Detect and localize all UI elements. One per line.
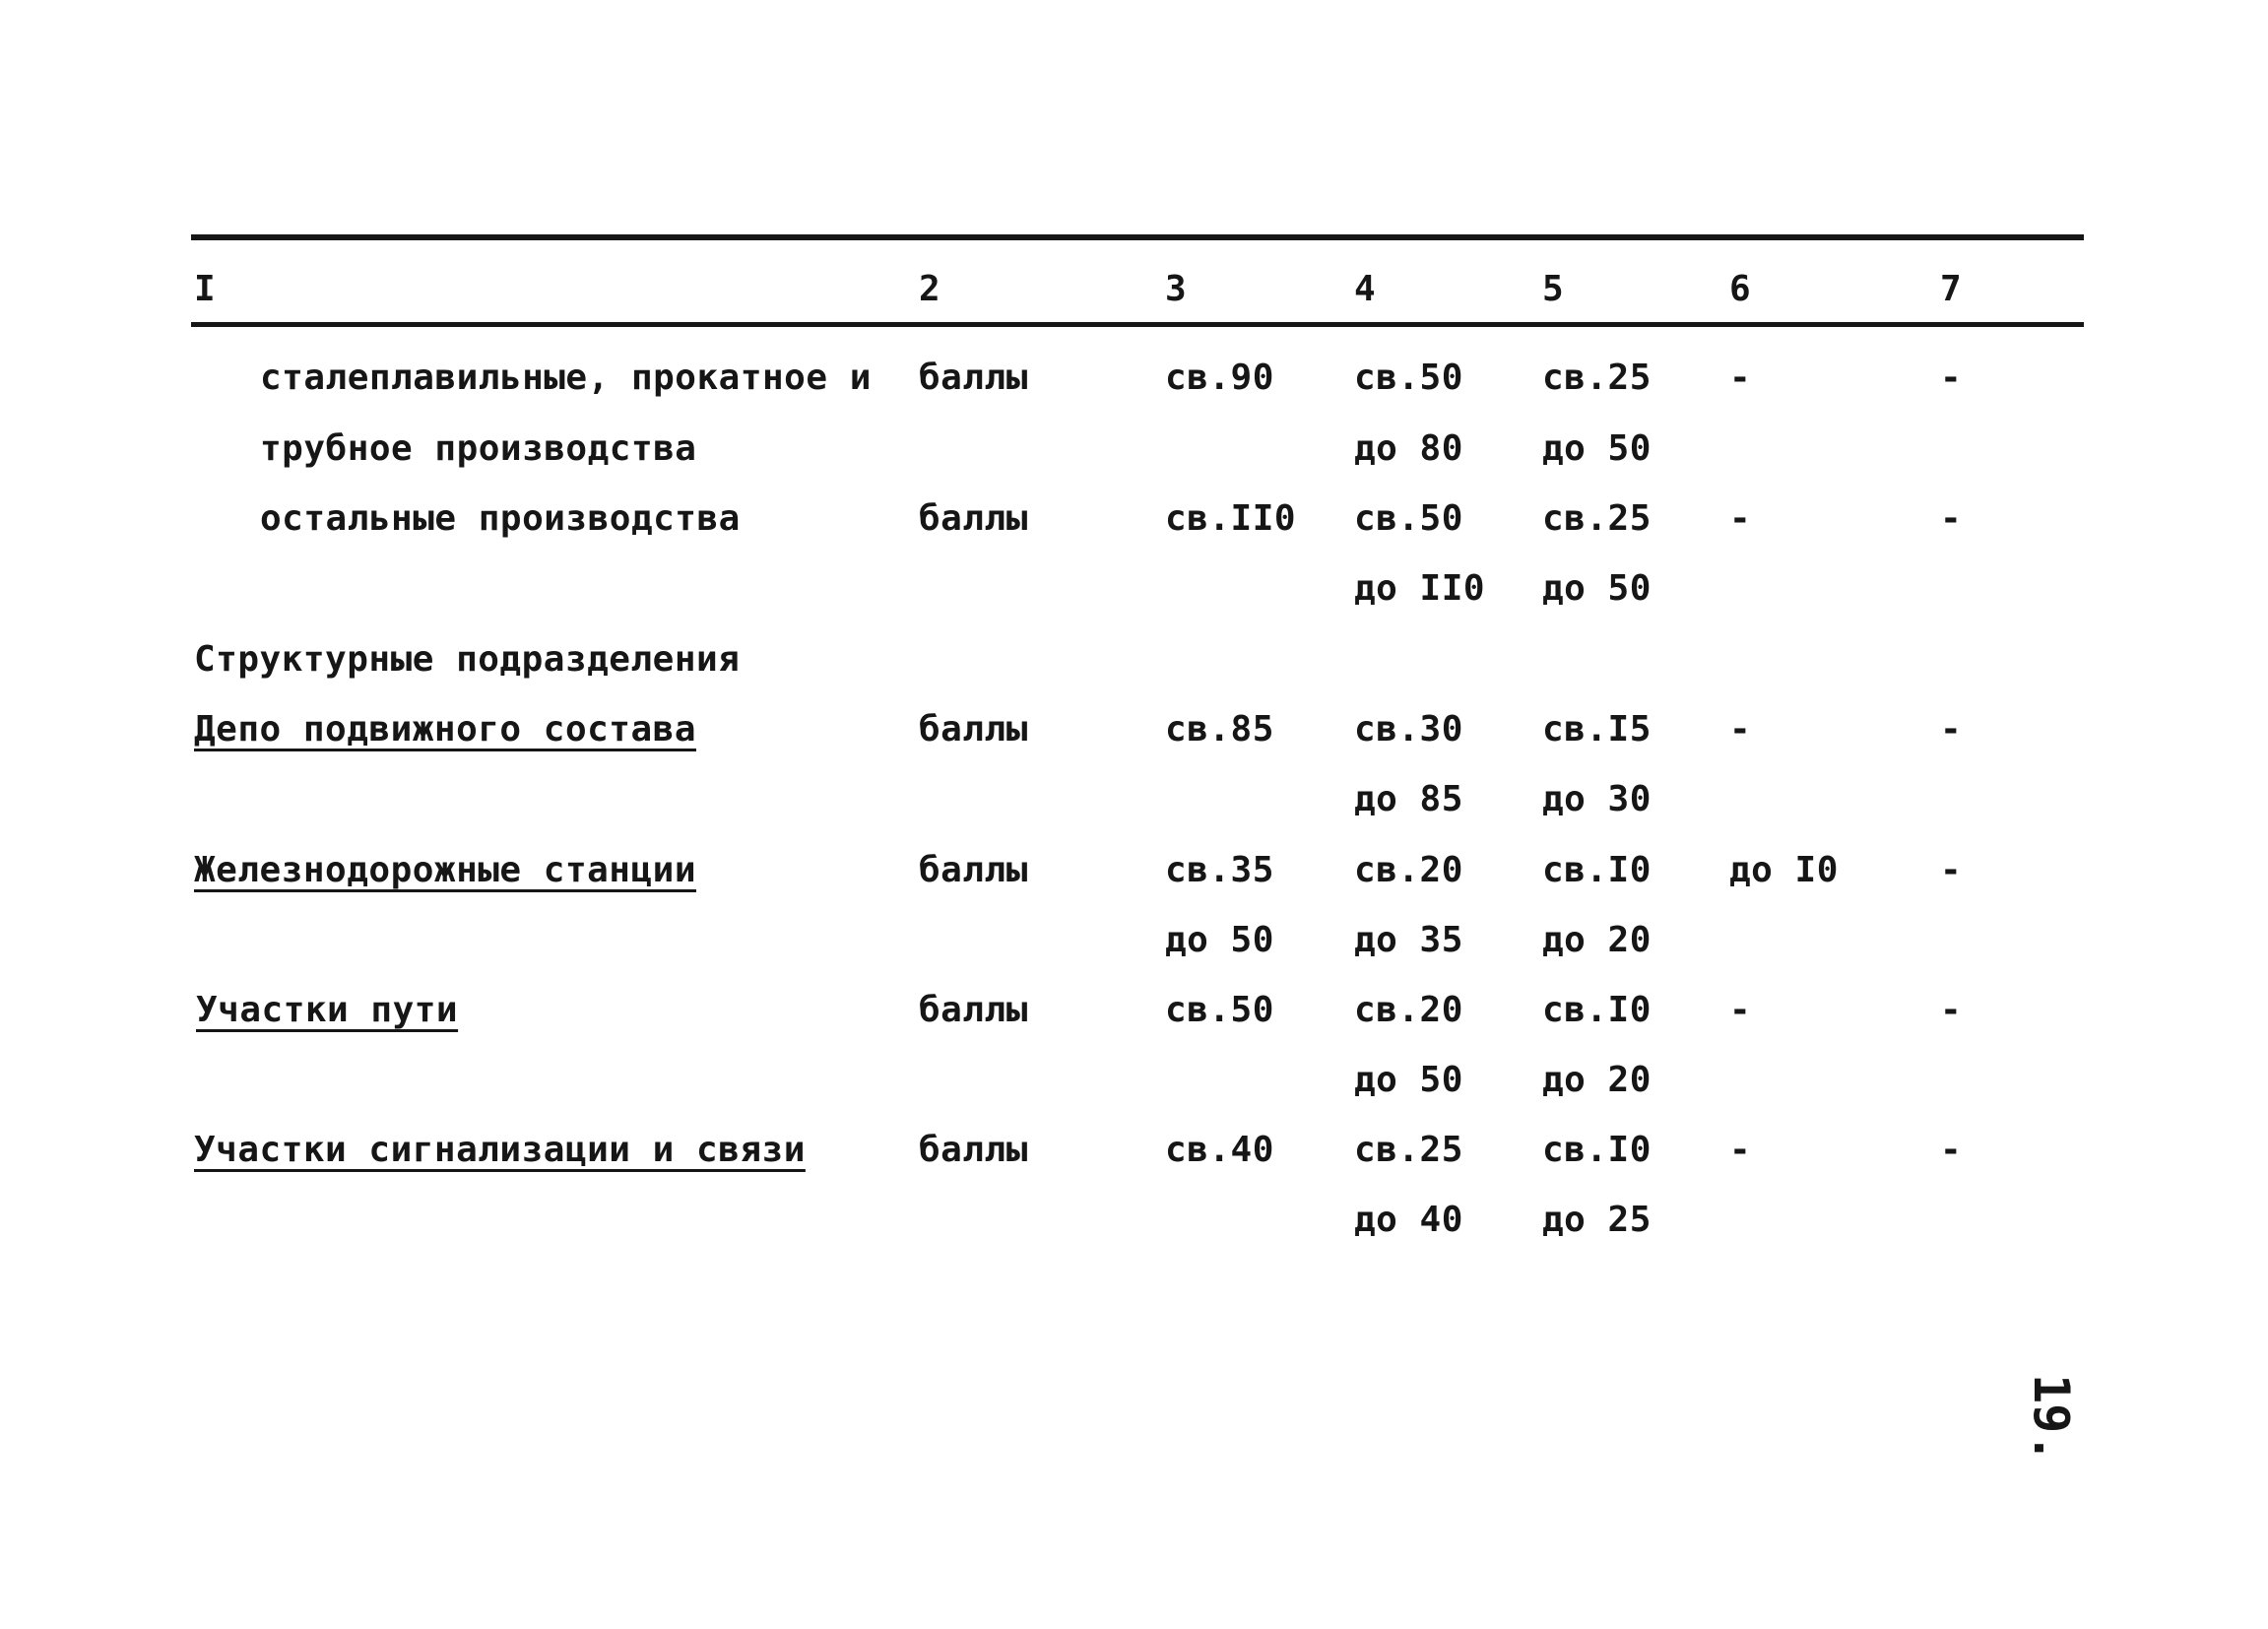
table-cell-r10-c4: св.20: [1354, 990, 1463, 1030]
table-cell-r8-c5: св.I0: [1542, 850, 1652, 890]
table-cell-r12-c1: Участки сигнализации и связи: [194, 1130, 806, 1170]
table-cell-r6-c1: Депо подвижного состава: [194, 709, 696, 749]
table-cell-r3-c3: св.II0: [1165, 498, 1297, 539]
table-cell-r10-c7: -: [1940, 990, 1963, 1030]
table-cell-r12-c5: св.I0: [1542, 1130, 1652, 1170]
table-cell-r2-c4: до 80: [1354, 428, 1463, 469]
table-cell-r6-c4: св.30: [1354, 709, 1463, 749]
table-cell-r10-c2: баллы: [919, 990, 1028, 1030]
header-cell-7: 7: [1940, 269, 1963, 309]
table-cell-r3-c1: остальные производства: [260, 498, 741, 539]
table-cell-r6-c7: -: [1940, 709, 1963, 749]
table-cell-r12-c6: -: [1729, 1130, 1752, 1170]
table-cell-r13-c4: до 40: [1354, 1200, 1463, 1240]
table-cell-r10-c3: св.50: [1165, 990, 1274, 1030]
table-cell-r6-c6: -: [1729, 709, 1752, 749]
table-cell-r13-c5: до 25: [1542, 1200, 1652, 1240]
table-cell-r6-c2: баллы: [919, 709, 1028, 749]
table-cell-r12-c3: св.40: [1165, 1130, 1274, 1170]
table-cell-r1-c5: св.25: [1542, 358, 1652, 398]
table-cell-r8-c6: до I0: [1729, 850, 1839, 890]
table-cell-r1-c4: св.50: [1354, 358, 1463, 398]
table-cell-r7-c5: до 30: [1542, 779, 1652, 819]
table-cell-r8-c1: Железнодорожные станции: [194, 850, 696, 890]
table-cell-r3-c7: -: [1940, 498, 1963, 539]
table-cell-r1-c6: -: [1729, 358, 1752, 398]
table-cell-r8-c2: баллы: [919, 850, 1028, 890]
table-cell-r8-c7: -: [1940, 850, 1963, 890]
header-cell-3: 3: [1165, 269, 1188, 309]
table-top-rule: [191, 234, 2084, 240]
table-cell-r3-c2: баллы: [919, 498, 1028, 539]
table-cell-r1-c3: св.90: [1165, 358, 1274, 398]
header-cell-5: 5: [1542, 269, 1565, 309]
table-cell-r10-c1: Участки пути: [196, 990, 459, 1030]
table-cell-r9-c5: до 20: [1542, 920, 1652, 960]
table-cell-r3-c6: -: [1729, 498, 1752, 539]
table-cell-r9-c4: до 35: [1354, 920, 1463, 960]
header-bottom-rule: [191, 322, 2084, 327]
table-cell-r4-c4: до II0: [1354, 568, 1486, 609]
header-cell-1: I: [194, 269, 217, 309]
table-cell-r8-c4: св.20: [1354, 850, 1463, 890]
header-cell-2: 2: [919, 269, 941, 309]
table-cell-r11-c5: до 20: [1542, 1060, 1652, 1100]
table-cell-r6-c5: св.I5: [1542, 709, 1652, 749]
table-cell-r10-c5: св.I0: [1542, 990, 1652, 1030]
table-cell-r12-c7: -: [1940, 1130, 1963, 1170]
table-cell-r2-c1: трубное производства: [260, 428, 697, 469]
table-cell-r1-c7: -: [1940, 358, 1963, 398]
table-cell-r9-c3: до 50: [1165, 920, 1274, 960]
table-cell-r6-c3: св.85: [1165, 709, 1274, 749]
table-cell-r1-c2: баллы: [919, 358, 1028, 398]
table-cell-r2-c5: до 50: [1542, 428, 1652, 469]
table-cell-r12-c4: св.25: [1354, 1130, 1463, 1170]
page-number: 19.: [2023, 1374, 2080, 1464]
table-cell-r7-c4: до 85: [1354, 779, 1463, 819]
table-cell-r8-c3: св.35: [1165, 850, 1274, 890]
table-cell-r3-c5: св.25: [1542, 498, 1652, 539]
header-cell-6: 6: [1729, 269, 1752, 309]
header-cell-4: 4: [1354, 269, 1377, 309]
table-cell-r3-c4: св.50: [1354, 498, 1463, 539]
table-cell-r4-c5: до 50: [1542, 568, 1652, 609]
table-cell-r5-c1: Структурные подразделения: [194, 639, 741, 680]
table-cell-r10-c6: -: [1729, 990, 1752, 1030]
table-cell-r11-c4: до 50: [1354, 1060, 1463, 1100]
table-cell-r12-c2: баллы: [919, 1130, 1028, 1170]
table-cell-r1-c1: сталеплавильные, прокатное и: [260, 358, 872, 398]
